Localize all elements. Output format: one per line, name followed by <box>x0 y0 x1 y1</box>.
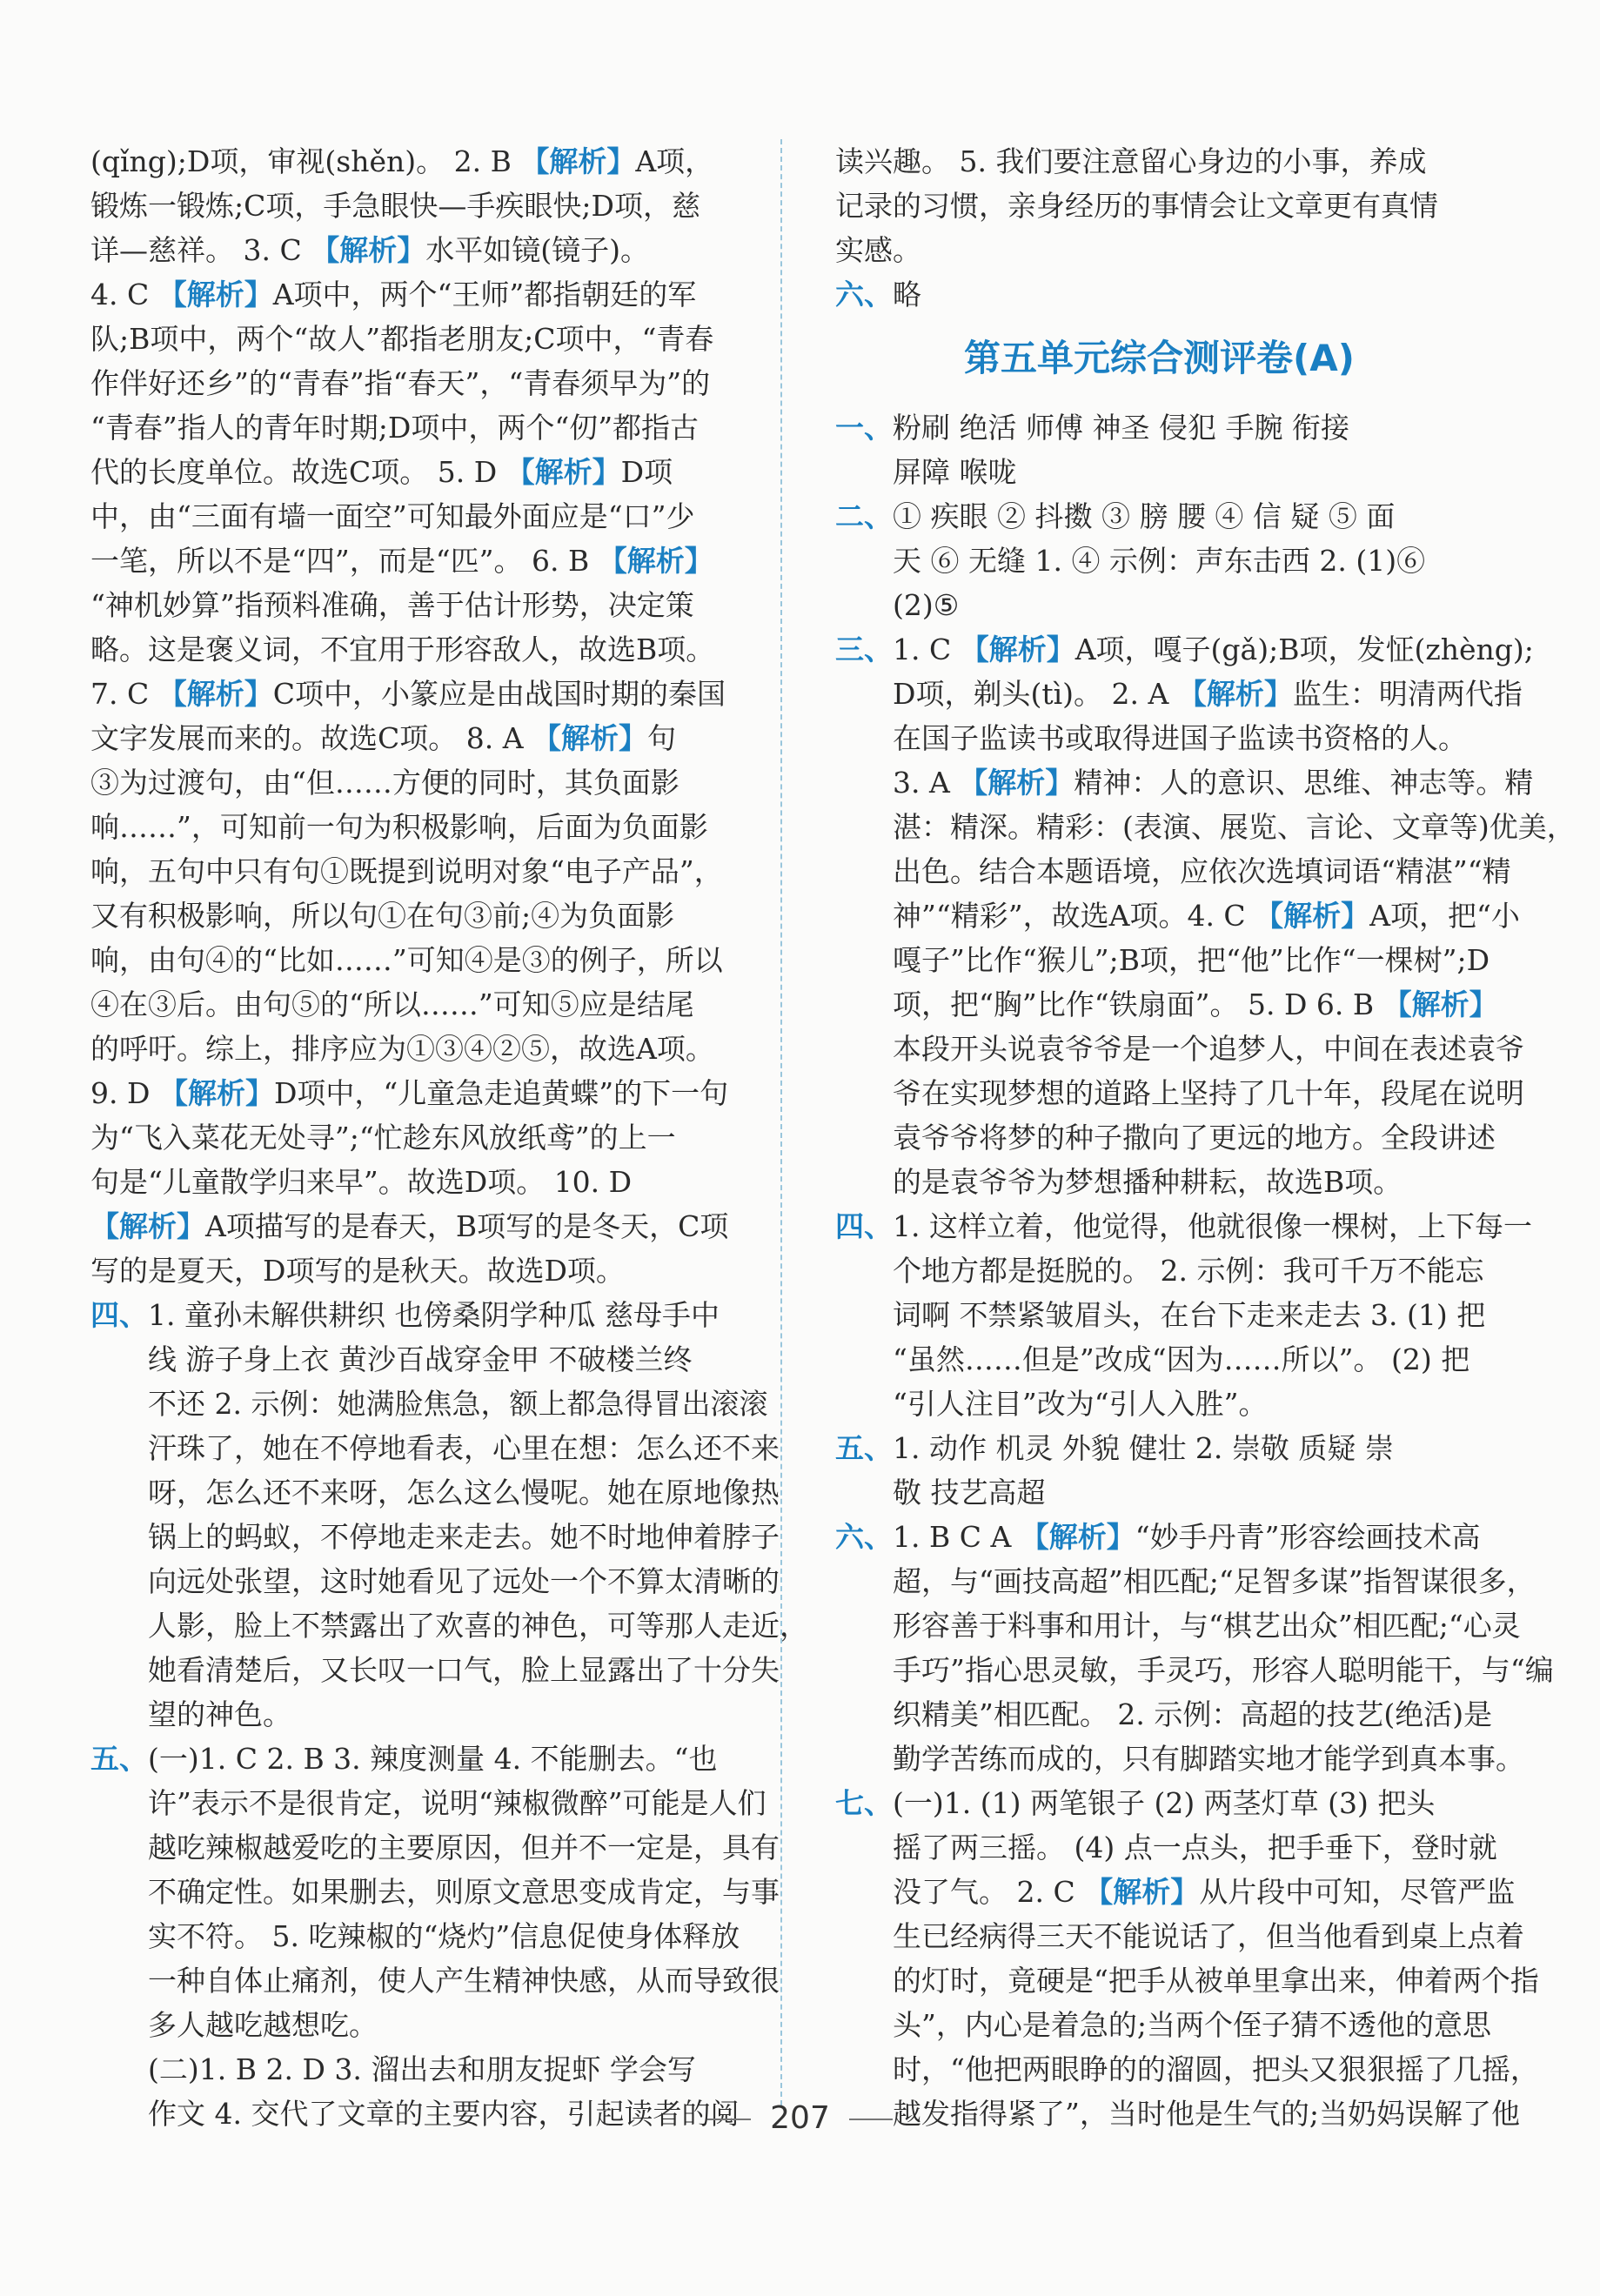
text-line: 队;B项中，两个“故人”都指老朋友;C项中，“青春 <box>90 322 714 356</box>
text-line: 写的是夏天，D项写的是秋天。故选D项。 <box>90 1254 625 1288</box>
text-line: 嘎子”比作“猴儿”;B项，把“他”比作“一棵树”;D <box>893 943 1490 977</box>
text-line: 五、(一)1. C 2. B 3. 辣度测量 4. 不能删去。“也 <box>90 1742 718 1776</box>
text-line: 详—慈祥。 3. C 【解析】水平如镜(镜子)。 <box>90 233 649 267</box>
text-line: 四、1. 这样立着，他觉得，他就很像一棵树，上下每一 <box>835 1209 1532 1243</box>
text-line: 三、1. C 【解析】A项，嘎子(gǎ);B项，发怔(zhèng); <box>835 633 1534 666</box>
text-line: 向远处张望，这时她看见了远处一个不算太清晰的 <box>148 1564 780 1598</box>
text-line: 越发指得紧了”，当时他是生气的;当奶妈误解了他 <box>893 2097 1520 2131</box>
text-line: 响……”，可知前一句为积极影响，后面为负面影 <box>90 810 708 844</box>
text-line: 在国子监读书或取得进国子监读书资格的人。 <box>893 721 1467 755</box>
footer-dash-right <box>849 2119 893 2120</box>
right-column-bottom <box>835 405 1576 2136</box>
text-line: 实感。 <box>835 233 921 267</box>
text-line: 作伴好还乡”的“青春”指“春天”，“青春须早为”的 <box>90 366 711 400</box>
text-line: 锅上的蚂蚁，不停地走来走去。她不时地伸着脖子 <box>148 1520 780 1554</box>
text-line: 7. C 【解析】C项中，小篆应是由战国时期的秦国 <box>90 677 726 711</box>
text-line: “青春”指人的青年时期;D项中，两个“仞”都指古 <box>90 411 700 445</box>
text-line: 湛：精深。精彩：(表演、展览、言论、文章等)优美， <box>893 810 1576 844</box>
text-line: 没了气。 2. C 【解析】从片段中可知，尽管严监 <box>893 1875 1516 1909</box>
text-line: 的是袁爷爷为梦想播种耕耘，故选B项。 <box>893 1165 1403 1199</box>
text-line: 生已经病得三天不能说话了，但当他看到桌上点着 <box>893 1919 1524 1953</box>
text-line: 锻炼一锻炼;C项，手急眼快—手疾眼快;D项，慈 <box>90 189 700 223</box>
text-line: 本段开头说袁爷爷是一个追梦人，中间在表述袁爷 <box>893 1032 1524 1066</box>
text-line: 线 游子身上衣 黄沙百战穿金甲 不破楼兰终 <box>148 1342 693 1376</box>
text-line: 超，与“画技高超”相匹配;“足智多谋”指智谋很多， <box>893 1564 1536 1598</box>
text-line: 句是“儿童散学归来早”。故选D项。 10. D <box>90 1165 633 1199</box>
text-line: 二、① 疾眼 ② 抖擞 ③ 膀 腰 ④ 信 疑 ⑤ 面 <box>835 499 1396 533</box>
text-line: 一种自体止痛剂，使人产生精神快感，从而导致很 <box>148 1964 780 1998</box>
text-line: 记录的习惯，亲身经历的事情会让文章更有真情 <box>835 189 1438 223</box>
page-footer <box>0 2100 1600 2136</box>
text-line: 【解析】A项描写的是春天，B项写的是冬天，C项 <box>90 1209 729 1243</box>
text-line: 她看清楚后，又长叹一口气，脸上显露出了十分失 <box>148 1653 780 1687</box>
text-line: 为“飞入菜花无处寻”;“忙趁东风放纸鸢”的上一 <box>90 1121 676 1155</box>
text-line: 汗珠了，她在不停地看表，心里在想：怎么还不来 <box>148 1431 780 1465</box>
column-divider <box>780 139 782 2105</box>
text-line: 五、1. 动作 机灵 外貌 健壮 2. 崇敬 质疑 崇 <box>835 1431 1394 1465</box>
right-column-top <box>835 139 1483 317</box>
text-line: 许”表示不是很肯定，说明“辣椒微醉”可能是人们 <box>148 1786 767 1820</box>
text-line: 敬 技艺高超 <box>893 1476 1046 1509</box>
text-line: ③为过渡句，由“但……方便的同时，其负面影 <box>90 766 679 800</box>
text-line: (二)1. B 2. D 3. 溜出去和朋友捉虾 学会写 <box>148 2052 696 2086</box>
text-line: 越吃辣椒越爱吃的主要原因，但并不一定是，具有 <box>148 1831 780 1864</box>
text-line: 屏障 喉咙 <box>893 455 1017 489</box>
text-line: 摇了两三摇。 (4) 点一点头，把手垂下，登时就 <box>893 1831 1497 1864</box>
text-line: 不还 2. 示例：她满脸焦急，额上都急得冒出滚滚 <box>148 1387 768 1421</box>
text-line: 袁爷爷将梦的种子撒向了更远的地方。全段讲述 <box>893 1121 1496 1155</box>
text-line: 七、(一)1. (1) 两笔银子 (2) 两茎灯草 (3) 把头 <box>835 1786 1436 1820</box>
text-line: (qǐng);D项，审视(shěn)。 2. B 【解析】A项， <box>90 144 714 178</box>
text-line: 的呼吁。综上，排序应为①③④②⑤，故选A项。 <box>90 1032 714 1066</box>
text-line: “虽然……但是”改成“因为……所以”。 (2) 把 <box>893 1342 1470 1376</box>
text-line: 代的长度单位。故选C项。 5. D 【解析】D项 <box>90 455 673 489</box>
text-line: 勤学苦练而成的，只有脚踏实地才能学到真本事。 <box>893 1742 1524 1776</box>
text-line: 四、1. 童孙未解供耕织 也傍桑阴学种瓜 慈母手中 <box>90 1298 720 1332</box>
text-line: “引人注目”改为“引人入胜”。 <box>893 1387 1268 1421</box>
text-line: 3. A 【解析】精神：人的意识、思维、神志等。精 <box>893 766 1534 800</box>
text-line: 神”“精彩”，故选A项。4. C 【解析】A项，把“小 <box>893 899 1520 933</box>
text-line: 9. D 【解析】D项中，“儿童急走追黄蝶”的下一句 <box>90 1076 729 1110</box>
text-line: 中，由“三面有墙一面空”可知最外面应是“口”少 <box>90 499 695 533</box>
text-line: 略。这是褒义词，不宜用于形容敌人，故选B项。 <box>90 633 715 666</box>
footer-dash-left <box>707 2119 751 2120</box>
text-line: 六、略 <box>835 278 921 311</box>
text-line: (2)⑤ <box>893 588 960 622</box>
text-line: 天 ⑥ 无缝 1. ④ 示例：声东击西 2. (1)⑥ <box>893 544 1426 578</box>
text-line: 一、粉刷 绝活 师傅 神圣 侵犯 手腕 衔接 <box>835 411 1349 445</box>
text-line: 响，由句④的“比如……”可知④是③的例子，所以 <box>90 943 723 977</box>
text-line: 人影，脸上不禁露出了欢喜的神色，可等那人走近， <box>148 1609 808 1643</box>
text-line: 文字发展而来的。故选C项。 8. A 【解析】句 <box>90 721 677 755</box>
text-line: D项，剃头(tì)。 2. A 【解析】监生：明清两代指 <box>893 677 1523 711</box>
text-line: 4. C 【解析】A项中，两个“王师”都指朝廷的军 <box>90 278 697 311</box>
text-line: 作文 4. 交代了文章的主要内容，引起读者的阅 <box>148 2097 740 2131</box>
text-line: 个地方都是挺脱的。 2. 示例：我可千万不能忘 <box>893 1254 1484 1288</box>
text-line: 手巧”指心思灵敏，手灵巧，形容人聪明能干，与“编 <box>893 1653 1554 1687</box>
text-line: 形容善于料事和用计，与“棋艺出众”相匹配;“心灵 <box>893 1609 1521 1643</box>
text-line: 的灯时，竟硬是“把手从被单里拿出来，伸着两个指 <box>893 1964 1539 1998</box>
text-line: 爷在实现梦想的道路上坚持了几十年，段尾在说明 <box>893 1076 1524 1110</box>
text-line: 实不符。 5. 吃辣椒的“烧灼”信息促使身体释放 <box>148 1919 740 1953</box>
page-number: 207 <box>770 2100 830 2136</box>
text-line: 头”，内心是着急的;当两个侄子猜不透他的意思 <box>893 2008 1491 2042</box>
text-line: 呀，怎么还不来呀，怎么这么慢呢。她在原地像热 <box>148 1476 780 1509</box>
text-line: 一笔，所以不是“四”，而是“匹”。 6. B 【解析】 <box>90 544 713 578</box>
text-line: 词啊 不禁紧皱眉头，在台下走来走去 3. (1) 把 <box>893 1298 1486 1332</box>
text-line: 不确定性。如果删去，则原文意思变成肯定，与事 <box>148 1875 780 1909</box>
text-line: 读兴趣。 5. 我们要注意留心身边的小事，养成 <box>835 144 1427 178</box>
text-line: 织精美”相匹配。 2. 示例：高超的技艺(绝活)是 <box>893 1697 1493 1731</box>
text-line: 多人越吃越想吃。 <box>148 2008 378 2042</box>
text-line: 出色。结合本题语境，应依次选填词语“精湛”“精 <box>893 854 1511 888</box>
text-line: 六、1. B C A 【解析】“妙手丹青”形容绘画技术高 <box>835 1520 1481 1554</box>
text-line: 时，“他把两眼睁的的溜圆，把头又狠狠摇了几摇， <box>893 2052 1539 2086</box>
text-line: 项，把“胸”比作“铁扇面”。 5. D 6. B 【解析】 <box>893 987 1498 1021</box>
text-line: 望的神色。 <box>148 1697 291 1731</box>
text-line: “神机妙算”指预料准确，善于估计形势，决定策 <box>90 588 694 622</box>
text-line: 响，五句中只有句①既提到说明对象“电子产品”， <box>90 854 723 888</box>
text-line: 又有积极影响，所以句①在句③前;④为负面影 <box>90 899 675 933</box>
section-title: 第五单元综合测评卷(A) <box>964 337 1355 379</box>
text-line: ④在③后。由句⑤的“所以……”可知⑤应是结尾 <box>90 987 694 1021</box>
